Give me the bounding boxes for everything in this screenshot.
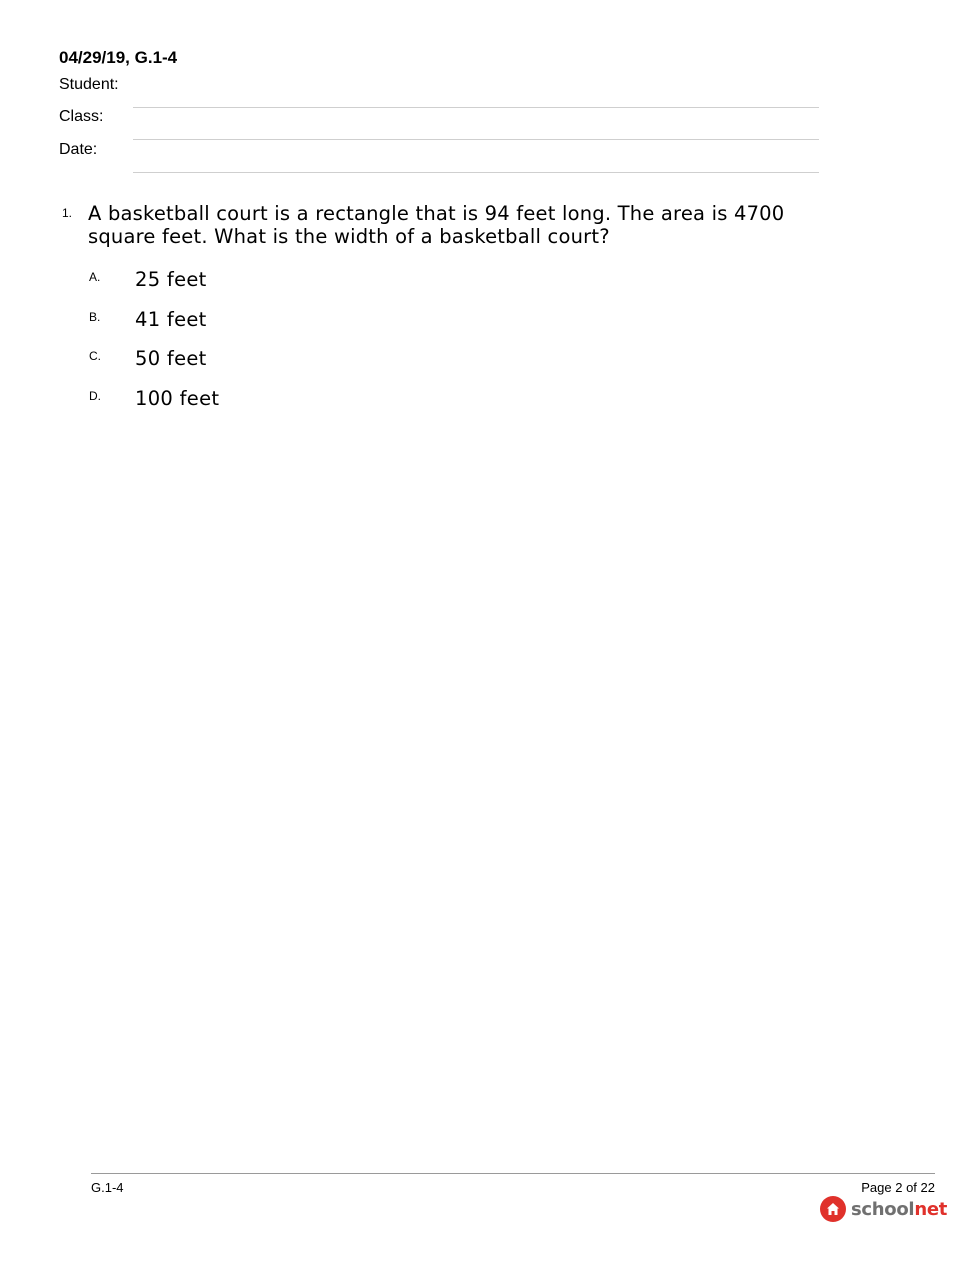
choice-a [89,268,389,298]
choice-c [89,347,389,377]
choice-letter: B. [89,310,101,324]
house-icon [820,1196,846,1222]
class-label: Class: [59,108,104,125]
logo-text [851,1199,947,1220]
question-number: 1. [62,206,73,220]
page-indicator: Page 2 of 22 [861,1180,935,1195]
logo-text-school: school [851,1198,915,1220]
choice-text: 25 feet [135,268,207,291]
student-label: Student: [59,76,119,93]
choice-b [89,308,389,338]
choice-d [89,387,389,417]
date-line [133,172,819,173]
student-field [59,76,819,108]
schoolnet-logo [820,1195,947,1223]
choice-text: 50 feet [135,347,207,370]
choice-text: 41 feet [135,308,207,331]
page-title: 04/29/19, G.1-4 [59,48,178,67]
choice-letter: D. [89,389,101,403]
logo-text-net: net [914,1198,948,1220]
choice-letter: A. [89,270,101,284]
footer-doc-id: G.1-4 [91,1180,124,1195]
class-field [59,108,819,140]
choice-text: 100 feet [135,387,220,410]
date-label: Date: [59,141,98,158]
class-line [133,139,819,140]
footer-divider [91,1173,935,1174]
choice-letter: C. [89,349,101,363]
question-text: A basketball court is a rectangle that is 94 feet long. The area is 4700 square feet. What is the width of a basketball court? [88,202,785,248]
date-field [59,141,819,173]
